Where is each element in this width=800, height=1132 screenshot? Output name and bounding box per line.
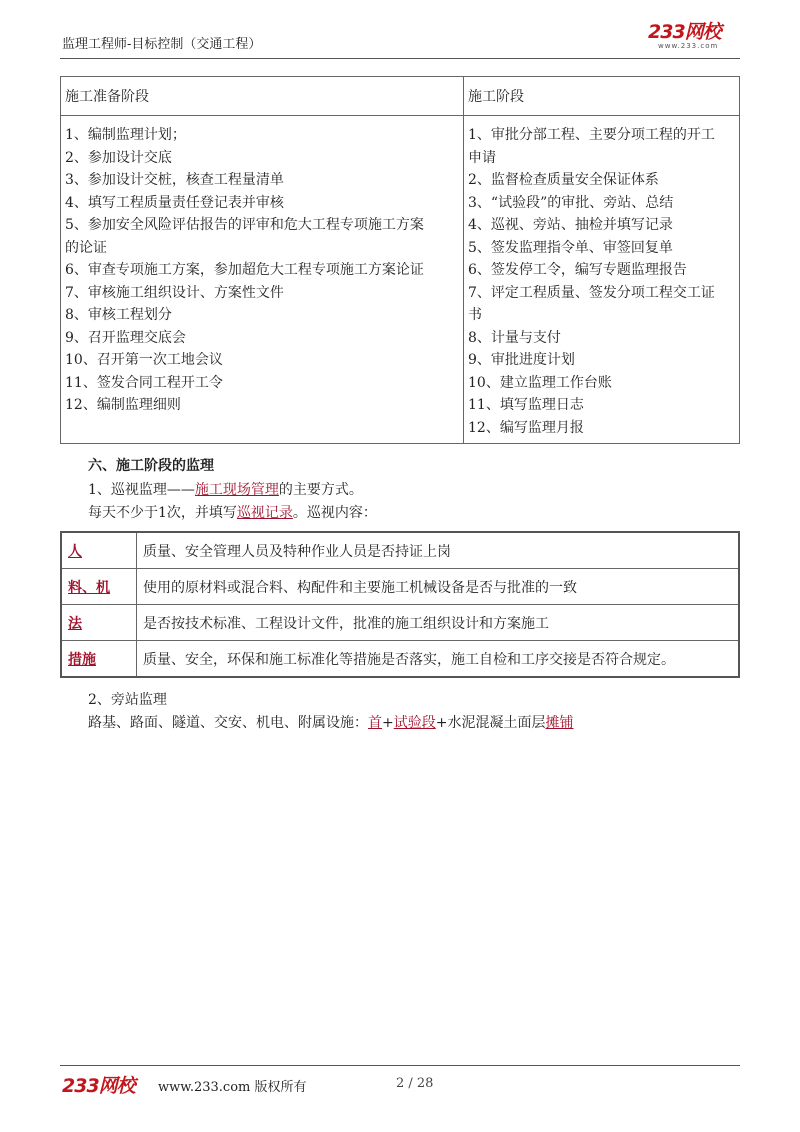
list-item: 8、审核工程划分	[65, 307, 172, 323]
list-item: 申请	[468, 149, 496, 166]
list-item: 9、审批进度计划	[468, 352, 575, 368]
list-item: 1、审批分部工程、主要分项工程的开工	[468, 127, 715, 143]
list-item: 2、监督检查质量安全保证体系	[468, 172, 659, 188]
side-station-heading: 2、旁站监理	[88, 692, 167, 708]
logo-text: 233网校	[648, 21, 721, 43]
patrol-frequency-paragraph	[88, 502, 377, 522]
list-item: 2、参加设计交底	[65, 149, 172, 166]
patrol-item-key	[61, 641, 137, 678]
patrol-content-table	[60, 531, 740, 678]
list-item: 9、召开监理交底会	[65, 329, 186, 346]
list-item: 5、参加安全风险评估报告的评审和危大工程专项施工方案	[65, 217, 424, 233]
side-station-text-b: +水泥混凝土面层	[435, 715, 546, 731]
list-item: 12、编写监理月报	[468, 419, 584, 436]
patrol-item-key	[61, 569, 137, 605]
list-item: 12、编制监理细则	[65, 397, 181, 413]
construction-stage-header: 施工阶段	[464, 77, 740, 116]
side-station-text-a: 路基、路面、隧道、交安、机电、附属设施：	[88, 715, 368, 731]
prep-stage-header: 施工准备阶段	[61, 77, 464, 116]
header-title: 监理工程师-目标控制（交通工程）	[62, 37, 262, 52]
prep-stage-list	[65, 116, 459, 421]
patrol-text-a: 1、巡视监理——	[88, 482, 195, 498]
list-item: 3、参加设计交桩，核查工程量清单	[65, 172, 284, 188]
list-item: 的论证	[65, 239, 107, 256]
frequency-text-b: 。巡视内容：	[292, 505, 377, 521]
stage-table	[60, 76, 740, 444]
section-title: 六、施工阶段的监理	[88, 458, 214, 474]
patrol-record-link[interactable]: 巡视记录	[236, 505, 293, 521]
list-item: 11、填写监理日志	[468, 397, 584, 413]
brand-logo[interactable]	[648, 22, 738, 54]
header-divider	[60, 58, 740, 59]
patrol-paragraph	[88, 479, 363, 499]
list-item: 4、填写工程质量责任登记表并审核	[65, 194, 284, 211]
patrol-item-key-link[interactable]: 措施	[68, 651, 96, 668]
trial-section-link[interactable]: 试验段	[393, 715, 436, 731]
list-item: 11、签发合同工程开工令	[65, 374, 223, 391]
list-item: 7、评定工程质量、签发分项工程交工证	[468, 284, 715, 301]
footer-logo[interactable]: 233网校	[62, 1075, 135, 1097]
patrol-text-b: 的主要方式。	[278, 482, 363, 498]
table-row	[61, 532, 739, 569]
list-item: 1、编制监理计划；	[65, 127, 186, 143]
patrol-item-key	[61, 532, 137, 569]
footer-divider	[60, 1065, 740, 1066]
list-item: 10、建立监理工作台账	[468, 374, 612, 391]
footer-copyright: www.233.com 版权所有	[158, 1080, 307, 1095]
list-item: 6、签发停工令，编写专题监理报告	[468, 262, 687, 278]
construction-stage-list	[468, 116, 735, 443]
patrol-item-key	[61, 605, 137, 641]
logo-url: www.233.com	[658, 42, 719, 50]
table-row	[61, 605, 739, 641]
first-link[interactable]: 首	[368, 715, 382, 731]
paving-link[interactable]: 摊铺	[545, 715, 574, 731]
list-item: 3、“试验段”的审批、旁站、总结	[468, 194, 674, 211]
list-item: 6、审查专项施工方案，参加超危大工程专项施工方案论证	[65, 262, 424, 278]
construction-stage-cell	[464, 116, 740, 444]
patrol-item-value: 是否按技术标准、工程设计文件，批准的施工组织设计和方案施工	[137, 605, 740, 641]
patrol-item-key-link[interactable]: 人	[68, 543, 82, 560]
side-station-paragraph	[88, 712, 573, 732]
patrol-item-value: 质量、安全，环保和施工标准化等措施是否落实，施工自检和工序交接是否符合规定。	[137, 641, 740, 678]
table-row	[61, 641, 739, 678]
list-item: 书	[468, 307, 482, 323]
page-number: 2 / 28	[396, 1076, 434, 1091]
list-item: 5、签发监理指令单、审签回复单	[468, 239, 673, 256]
plus-sign: +	[382, 715, 394, 731]
patrol-item-value: 质量、安全管理人员及特种作业人员是否持证上岗	[137, 532, 740, 569]
list-item: 4、巡视、旁站、抽检并填写记录	[468, 217, 673, 233]
prep-stage-cell	[61, 116, 464, 444]
list-item: 10、召开第一次工地会议	[65, 352, 223, 368]
list-item: 8、计量与支付	[468, 329, 561, 346]
list-item: 7、审核施工组织设计、方案性文件	[65, 284, 284, 301]
patrol-item-value: 使用的原材料或混合料、构配件和主要施工机械设备是否与批准的一致	[137, 569, 740, 605]
patrol-item-key-link[interactable]: 料、机	[68, 579, 110, 596]
table-row	[61, 569, 739, 605]
site-management-link[interactable]: 施工现场管理	[194, 482, 279, 498]
patrol-item-key-link[interactable]: 法	[68, 615, 82, 632]
frequency-text-a: 每天不少于1次，并填写	[88, 505, 237, 521]
